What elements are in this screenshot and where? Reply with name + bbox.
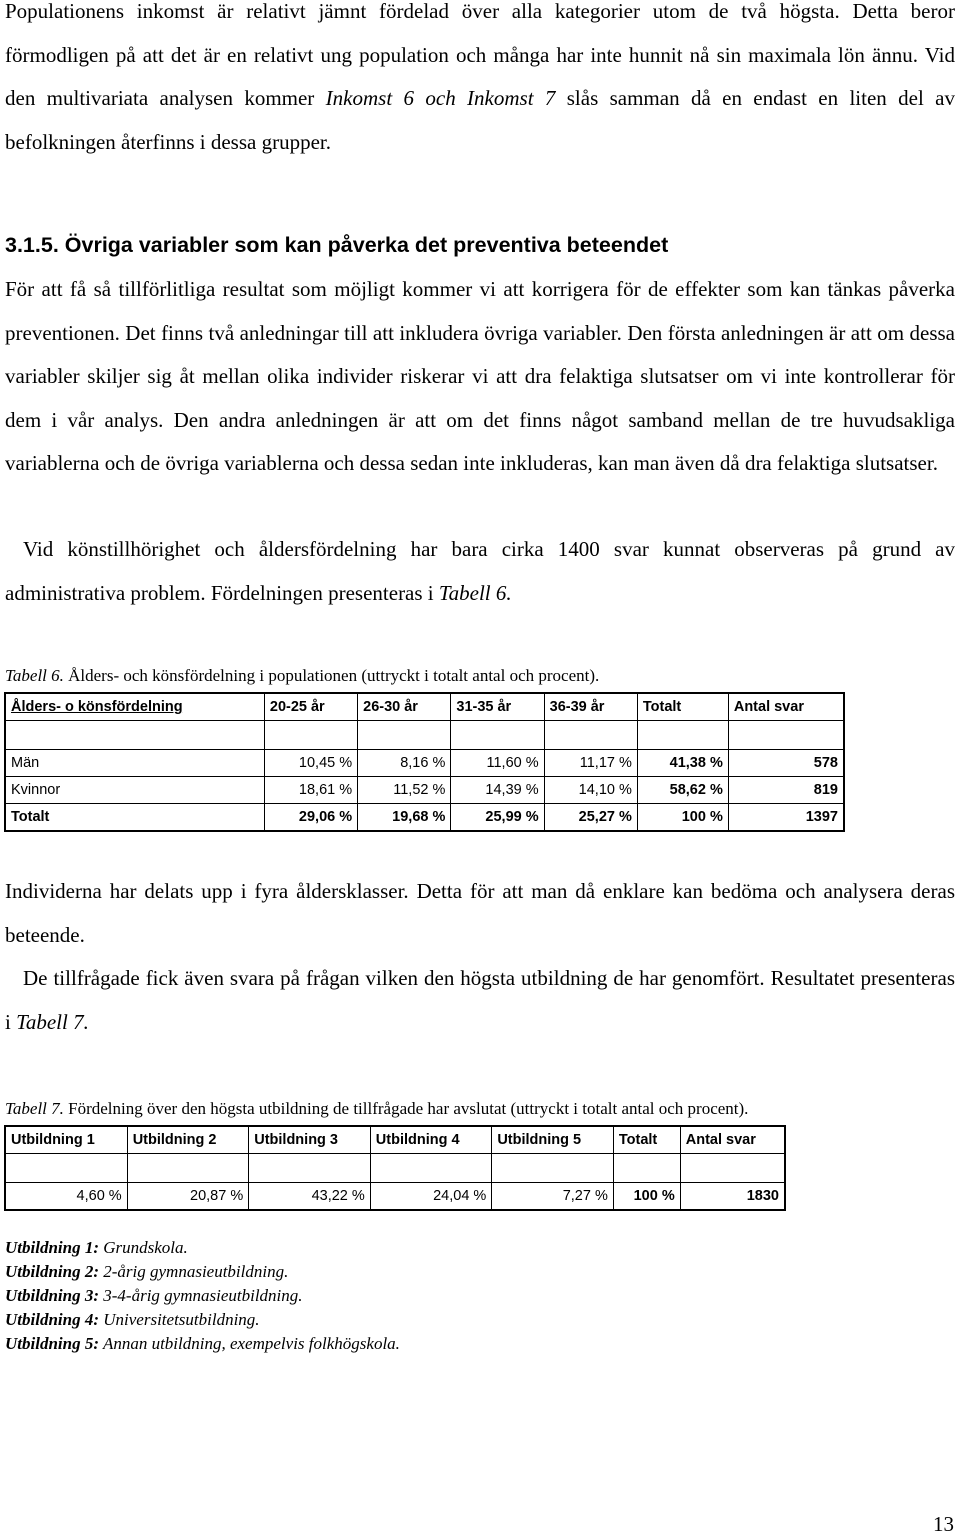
empty-cell <box>451 721 544 750</box>
table-cell: 29,06 % <box>264 804 357 832</box>
table-cell: 20,87 % <box>127 1183 249 1211</box>
table-cell: 1830 <box>680 1183 785 1211</box>
education-table <box>4 1125 786 1211</box>
age-gender-table <box>4 692 845 832</box>
legend-item <box>5 1236 400 1260</box>
table6-reference: Tabell 6. <box>438 580 512 605</box>
legend-key: Utbildning 4: <box>5 1310 99 1329</box>
table6-caption-label: Tabell 6. <box>5 666 64 685</box>
table-cell: 19,68 % <box>358 804 451 832</box>
table-cell: 1397 <box>728 804 844 832</box>
table-header-row <box>5 1126 785 1154</box>
legend-key: Utbildning 1: <box>5 1238 99 1257</box>
table-cell: 14,39 % <box>451 777 544 804</box>
table-cell: 18,61 % <box>264 777 357 804</box>
table-header-cell: 26-30 år <box>358 693 451 721</box>
table-cell: 819 <box>728 777 844 804</box>
empty-cell <box>492 1154 614 1183</box>
empty-cell <box>680 1154 785 1183</box>
table-cell: 100 % <box>637 804 728 832</box>
table7-reference: Tabell 7. <box>16 1009 89 1034</box>
table-header-cell: 31-35 år <box>451 693 544 721</box>
table-cell: 11,52 % <box>358 777 451 804</box>
empty-cell <box>127 1154 249 1183</box>
table-header-cell: Utbildning 4 <box>370 1126 492 1154</box>
table-header-cell: Totalt <box>637 693 728 721</box>
intro-text-end: slås samman då en endast en liten del av befolkningen återfinns i dessa grupper. <box>5 86 955 154</box>
education-legend <box>5 1236 400 1356</box>
section-paragraph-1: För att få så tillförlitliga resultat som möjligt kommer vi att korrigera för de effekter som kan tänkas påverka preventionen. Det finns två anledningar till att inkludera övriga variabler. Den första anledningen är att om dessa variabler skiljer sig åt mellan olika individer riskerar vi att dra felaktiga slutsatser om vi inte kontrollerar för dem i vår analys. Den andra anledningen är att om det finns något samband mellan de tre huvudsakliga variablerna och de övriga variablerna och dessa sedan inte inkluderas, kan man även då dra felaktiga slutsatser. <box>5 277 955 475</box>
table6-caption <box>5 666 599 686</box>
table-cell: 4,60 % <box>5 1183 127 1211</box>
section-p2-text: Vid könstillhörighet och åldersfördelning har bara cirka 1400 svar kunnat observeras på grund av administrativa problem. Fördelningen presenteras i <box>5 537 955 605</box>
legend-item <box>5 1308 400 1332</box>
table7-caption-label: Tabell 7. <box>5 1099 64 1118</box>
legend-key: Utbildning 5: <box>5 1334 99 1353</box>
intro-italic-text: Inkomst 6 och Inkomst 7 <box>325 86 556 110</box>
table-header-cell: Totalt <box>613 1126 680 1154</box>
empty-cell <box>728 721 844 750</box>
legend-item <box>5 1260 400 1284</box>
table-cell: 578 <box>728 750 844 777</box>
table6-caption-text: Ålders- och könsfördelning i populationen (uttryckt i totalt antal och procent). <box>63 666 600 685</box>
table-row <box>5 1183 785 1211</box>
table-cell: 8,16 % <box>358 750 451 777</box>
table-header-cell: 36-39 år <box>544 693 637 721</box>
after-table6-paragraph-2 <box>5 957 955 1044</box>
table-cell: 25,27 % <box>544 804 637 832</box>
empty-cell <box>264 721 357 750</box>
empty-cell <box>5 1154 127 1183</box>
table-row <box>5 804 844 832</box>
section-heading: 3.1.5. Övriga variabler som kan påverka det preventiva beteendet <box>5 233 669 257</box>
table-cell: 11,60 % <box>451 750 544 777</box>
empty-cell <box>613 1154 680 1183</box>
table-cell: 14,10 % <box>544 777 637 804</box>
legend-value: 2-årig gymnasieutbildning. <box>99 1262 289 1281</box>
table-header-cell: Utbildning 2 <box>127 1126 249 1154</box>
legend-value: Universitetsutbildning. <box>99 1310 260 1329</box>
table-header-cell: Antal svar <box>728 693 844 721</box>
table-cell: 10,45 % <box>264 750 357 777</box>
empty-cell <box>370 1154 492 1183</box>
table-cell: 11,17 % <box>544 750 637 777</box>
table-cell: 24,04 % <box>370 1183 492 1211</box>
after-table6-paragraph-1: Individerna har delats upp i fyra åldersklasser. Detta för att man då enklare kan bedöma och analysera deras beteende. <box>5 879 955 947</box>
after6-p2-text: De tillfrågade fick även svara på frågan vilken den högsta utbildning de har genomfört. Resultatet presenteras i <box>5 966 955 1034</box>
table-row <box>5 750 844 777</box>
table7-caption <box>5 1099 748 1119</box>
table-cell: 25,99 % <box>451 804 544 832</box>
table-spacer-row <box>5 721 844 750</box>
table-row <box>5 777 844 804</box>
table-spacer-row <box>5 1154 785 1183</box>
legend-key: Utbildning 3: <box>5 1286 99 1305</box>
empty-cell <box>249 1154 371 1183</box>
legend-value: Annan utbildning, exempelvis folkhögskola. <box>99 1334 400 1353</box>
row-label: Kvinnor <box>5 777 264 804</box>
intro-paragraph <box>5 0 955 164</box>
empty-cell <box>637 721 728 750</box>
table-cell: 100 % <box>613 1183 680 1211</box>
page-number: 13 <box>933 1512 954 1536</box>
table-header-cell: 20-25 år <box>264 693 357 721</box>
table-cell: 58,62 % <box>637 777 728 804</box>
legend-item <box>5 1332 400 1356</box>
legend-key: Utbildning 2: <box>5 1262 99 1281</box>
row-label: Män <box>5 750 264 777</box>
legend-item <box>5 1284 400 1308</box>
section-paragraph-2 <box>5 528 955 615</box>
table-header-row <box>5 693 844 721</box>
table-header-cell: Ålders- o könsfördelning <box>5 693 264 721</box>
empty-cell <box>358 721 451 750</box>
legend-value: Grundskola. <box>99 1238 188 1257</box>
table-header-cell: Utbildning 5 <box>492 1126 614 1154</box>
empty-cell <box>544 721 637 750</box>
empty-cell <box>5 721 264 750</box>
table-header-cell: Antal svar <box>680 1126 785 1154</box>
row-label: Totalt <box>5 804 264 832</box>
legend-value: 3-4-årig gymnasieutbildning. <box>99 1286 303 1305</box>
table-cell: 43,22 % <box>249 1183 371 1211</box>
table7-caption-text: Fördelning över den högsta utbildning de tillfrågade har avslutat (uttryckt i totalt antal och procent). <box>63 1099 749 1118</box>
table-cell: 7,27 % <box>492 1183 614 1211</box>
intro-text: Populationens inkomst är relativt jämnt fördelad över alla kategorier utom de två högsta. Detta beror förmodligen på att det är en relativt ung population och många har inte hunnit nå sin maximala lön ännu. Vid den multivariata analysen kommer <box>5 0 955 110</box>
table-header-cell: Utbildning 1 <box>5 1126 127 1154</box>
table-header-cell: Utbildning 3 <box>249 1126 371 1154</box>
table-cell: 41,38 % <box>637 750 728 777</box>
